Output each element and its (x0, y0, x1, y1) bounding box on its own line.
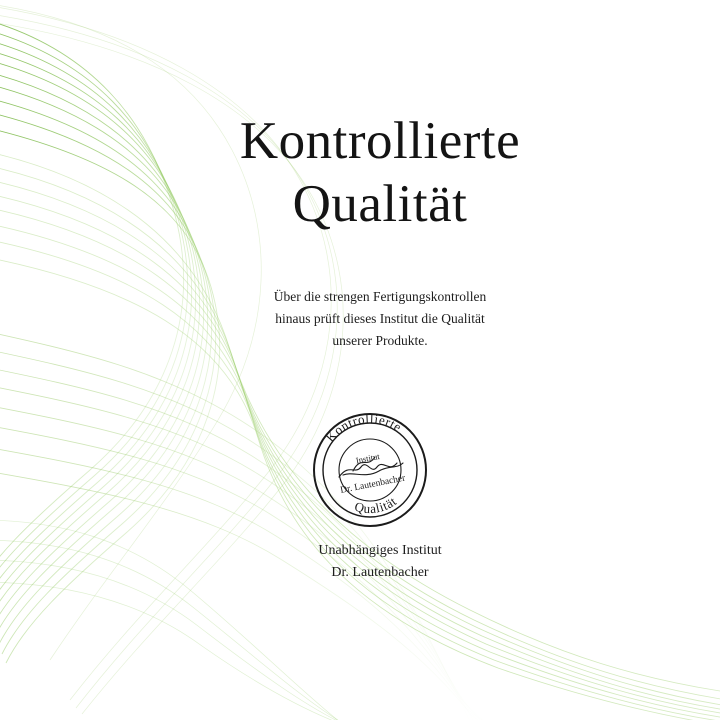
seal-bottom-text: Qualität (352, 493, 400, 517)
page-title (180, 110, 580, 235)
seal-inner-line1: Institut (354, 451, 381, 466)
institute-line2: Dr. Lautenbacher (331, 564, 429, 580)
page-title-line1: Kontrollierte (239, 112, 521, 170)
description-text (200, 286, 560, 352)
seal-top-text: Kontrollierte (322, 410, 405, 445)
seal-icon (305, 405, 435, 535)
institute-line1: Unabhängiges Institut (318, 543, 442, 558)
institute-signature (220, 540, 540, 583)
description-line2: hinaus prüft dieses Institut die Qualität (275, 310, 485, 326)
page-title-line2: Qualität (292, 174, 468, 233)
description-line1: Über die strengen Fertigungskontrollen (273, 289, 487, 304)
quality-seal-stamp (305, 405, 435, 535)
seal-inner-line2: Dr. Lautenbacher (339, 473, 407, 496)
description-line3: unserer Produkte. (332, 332, 428, 348)
